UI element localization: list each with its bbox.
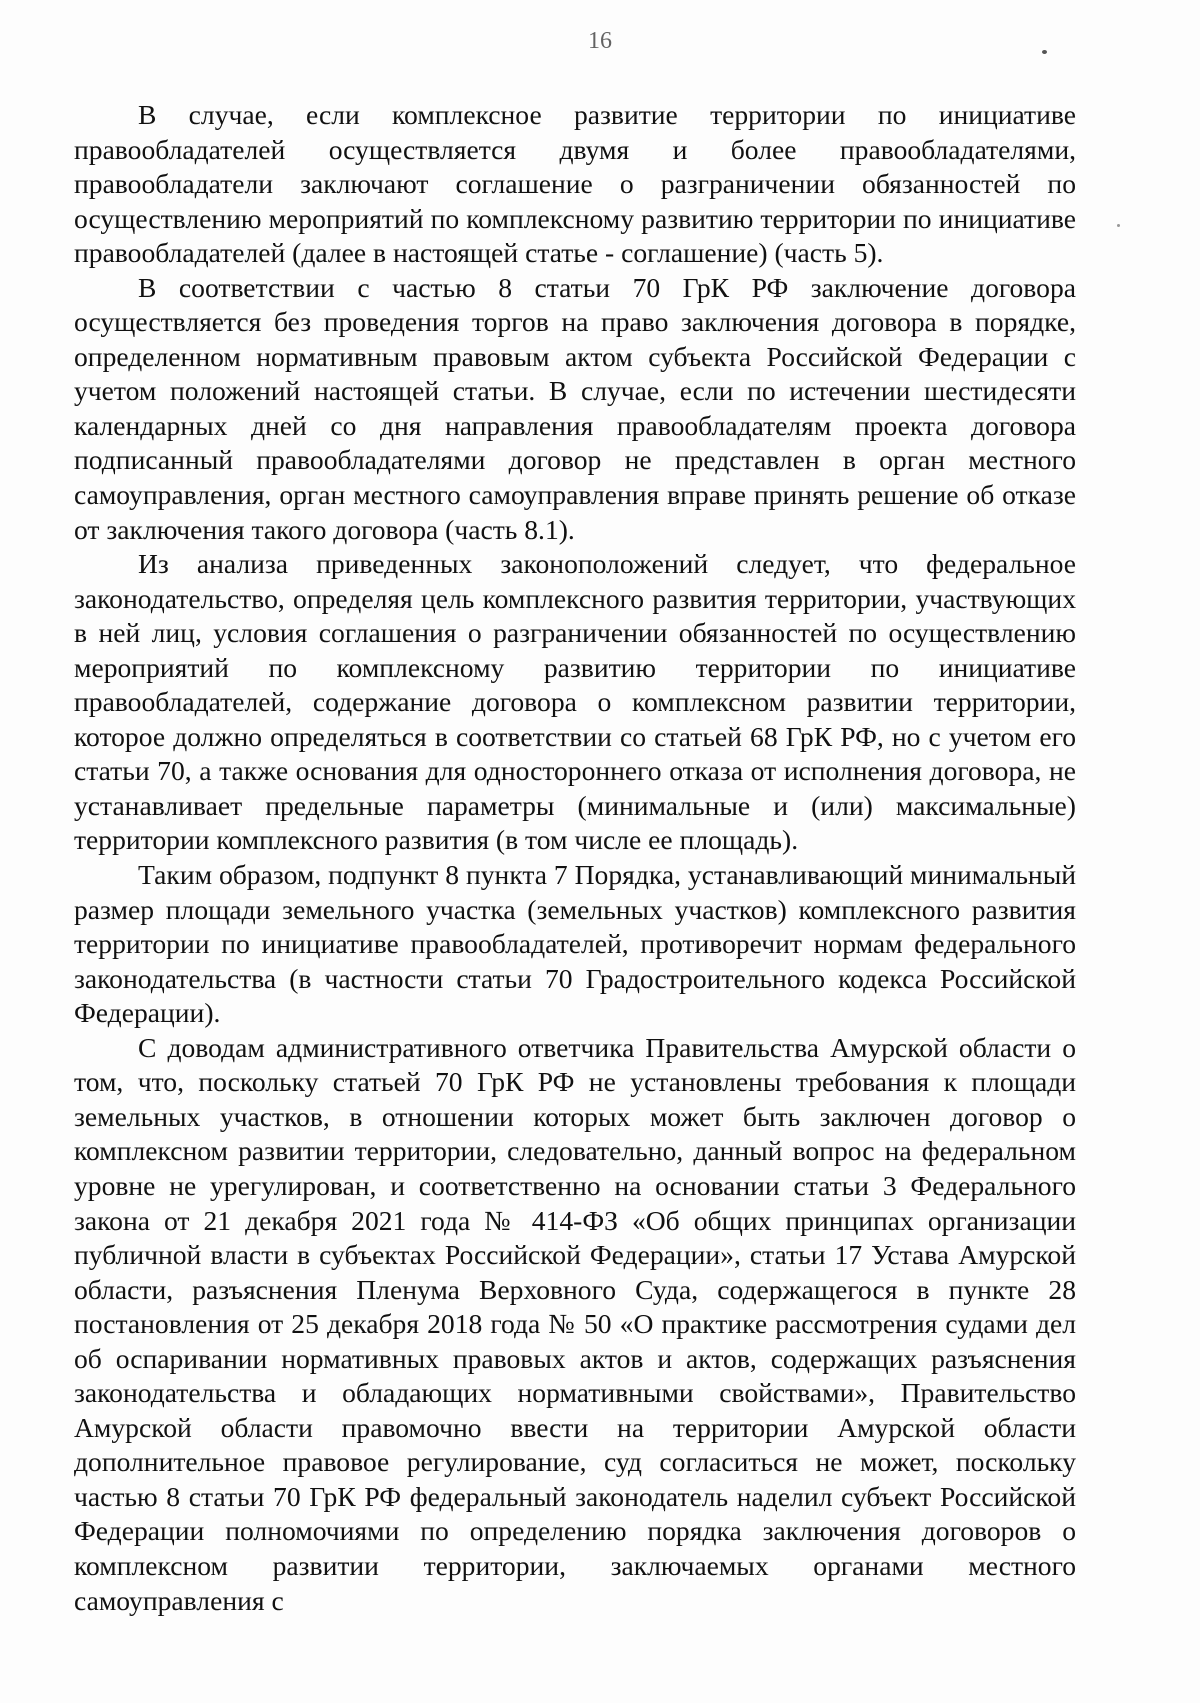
paragraph: С доводам административного ответчика Правительства Амурской области о том, что, поскольку статьей 70 ГрК РФ не установлены требования к площади земельных участков, в отношении которых может быть заключен договор о комплексном развитии территории, следовательно, данный вопрос на федеральном уровне не урегулирован, и соответственно на основании статьи 3 Федерального закона от 21 декабря 2021 года № 414-ФЗ «Об общих принципах организации публичной власти в субъектах Российской Федерации», статьи 17 Устава Амурской области, разъяснения Пленума Верховного Суда, содержащегося в пункте 28 постановления от 25 декабря 2018 года № 50 «О практике рассмотрения судами дел об оспаривании нормативных правовых актов и актов, содержащих разъяснения законодательства и обладающих нормативными свойствами», Правительство Амурской области правомочно ввести на территории Амурской области дополнительное правовое регулирование, суд согласиться не может, поскольку частью 8 статьи 70 ГрК РФ федеральный законодатель наделил субъект Российской Федерации полномочиями по определению порядка заключения договоров о комплексном развитии территории, заключаемых органами местного самоуправления с: [74, 1031, 1076, 1616]
paragraph: Из анализа приведенных законоположений следует, что федеральное законодательство, определяя цель комплексного развития территории, участвующих в ней лиц, условия соглашения о разграничении обязанностей по осуществлению мероприятий по комплексному развитию территории по инициативе правообладателей, содержание договора о комплексном развитии территории, которое должно определяться в соответствии со статьей 68 ГрК РФ, но с учетом его статьи 70, а также основания для одностороннего отказа от исполнения договора, не устанавливает предельные параметры (минимальные и (или) максимальные) территории комплексного развития (в том числе ее площадь).: [74, 548, 1076, 856]
document-body: [74, 98, 1076, 1618]
paragraph: В случае, если комплексное развитие территории по инициативе правообладателей осуществляется двумя и более правообладателями, правообладатели заключают соглашение о разграничении обязанностей по осуществлению мероприятий по комплексному развитию территории по инициативе правообладателей (далее в настоящей статье - соглашение) (часть 5).: [74, 99, 1076, 269]
paragraph: В соответствии с частью 8 статьи 70 ГрК РФ заключение договора осуществляется без проведения торгов на право заключения договора в порядке, определенном нормативным правовым актом субъекта Российской Федерации с учетом положений настоящей статьи. В случае, если по истечении шестидесяти календарных дней со дня направления правообладателям проекта договора подписанный правообладателями договор не представлен в орган местного самоуправления, орган местного самоуправления вправе принять решение об отказе от заключения такого договора (часть 8.1).: [74, 271, 1076, 545]
page-number: 16: [588, 28, 612, 54]
paragraph: Таким образом, подпункт 8 пункта 7 Порядка, устанавливающий минимальный размер площади земельного участка (земельных участков) комплексного развития территории по инициативе правообладателей, противоречит нормам федерального законодательства (в частности статьи 70 Градостроительного кодекса Российской Федерации).: [74, 859, 1076, 1029]
scan-speck: [1117, 224, 1120, 227]
